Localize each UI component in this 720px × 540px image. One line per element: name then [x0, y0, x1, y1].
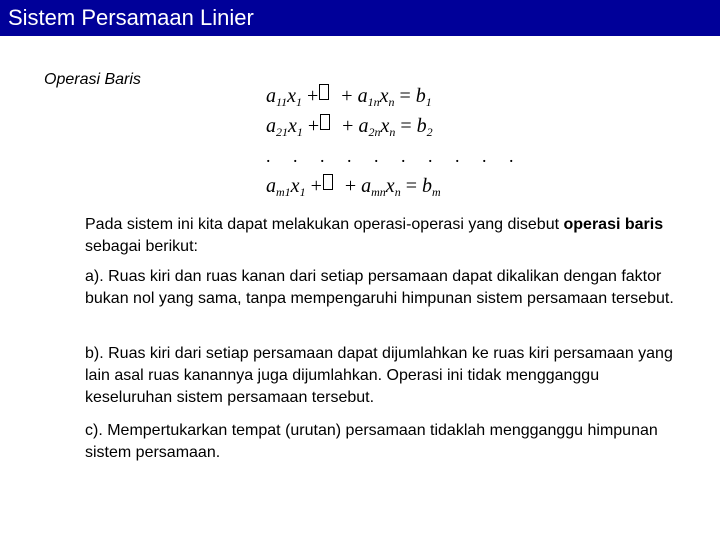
- rule-c: c). Mempertukarkan tempat (urutan) persamaan tidaklah mengganggu himpunan sistem persamaan.: [85, 422, 658, 461]
- section-subtitle: Operasi Baris: [44, 71, 141, 88]
- equation-ellipsis: . . . . . . . . . .: [266, 146, 523, 166]
- equation-row-m: $a_{m1}x_1$ + + $a_{mn}x_n = b_m$: [266, 175, 441, 199]
- intro-text-end: sebagai berikut:: [85, 238, 198, 255]
- slide-title: Sistem Persamaan Linier: [8, 5, 254, 30]
- intro-text-start: Pada sistem ini kita dapat melakukan operasi-operasi yang disebut: [85, 216, 564, 233]
- equation-row-1: $a_{11}x_1$ + + $a_{1n}x_n = b_1$: [266, 85, 432, 109]
- intro-text-bold: operasi baris: [563, 216, 664, 233]
- rule-a: a). Ruas kiri dan ruas kanan dari setiap persamaan dapat dikalikan dengan faktor bukan nol yang sama, tanpa mempengaruhi himpunan sistem persamaan tersebut.: [85, 268, 674, 307]
- equation-row-2: $a_{21}x_1$ + + $a_{2n}x_n = b_2$: [266, 115, 433, 139]
- title-bar: [0, 0, 720, 36]
- rule-b: b). Ruas kiri dari setiap persamaan dapat dijumlahkan ke ruas kiri persamaan yang lain asal ruas kanannya juga dijumlahkan. Operasi ini tidak mengganggu keseluruhan sistem persamaan tersebut.: [85, 345, 673, 406]
- intro-paragraph: [85, 214, 675, 258]
